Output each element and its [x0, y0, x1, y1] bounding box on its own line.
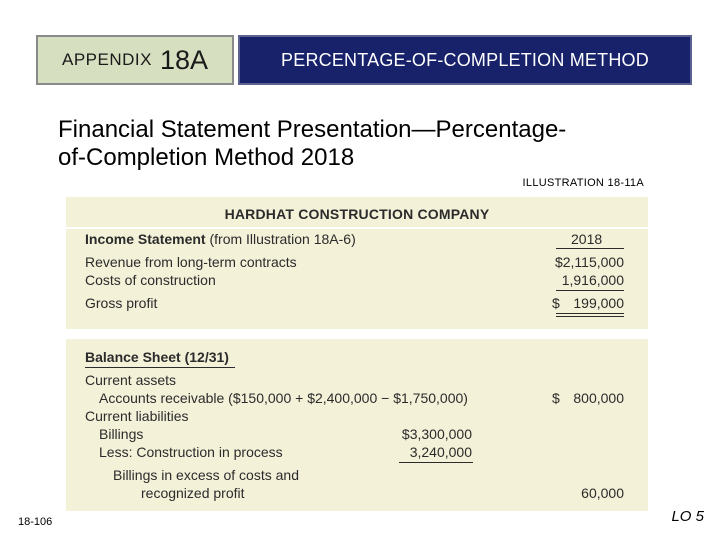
billings-label: Billings	[99, 426, 144, 442]
construction-underline	[399, 462, 473, 463]
learning-objective: LO 5	[671, 508, 704, 525]
accounts-receivable-label: Accounts receivable ($150,000 + $2,400,000 − $1,750,000)	[99, 390, 468, 406]
construction-in-process-label: Less: Construction in process	[99, 444, 283, 460]
income-statement-source: (from Illustration 18A-6)	[205, 231, 356, 247]
illustration-label: ILLUSTRATION 18-11A	[522, 177, 644, 189]
gross-profit-dollar: $	[552, 295, 560, 311]
income-statement-title: Income Statement	[85, 231, 206, 247]
balance-sheet-heading: Balance Sheet (12/31)	[85, 349, 229, 365]
year-underline	[556, 248, 624, 249]
gross-double-underline-1	[556, 313, 624, 314]
billings-excess-label-2: recognized profit	[141, 485, 245, 501]
costs-value: 1,916,000	[561, 272, 624, 288]
accounts-receivable-value: 800,000	[573, 390, 624, 406]
gross-profit-label: Gross profit	[85, 295, 158, 311]
billings-excess-value: 60,000	[581, 485, 624, 501]
gross-profit-value: 199,000	[573, 295, 624, 311]
revenue-label: Revenue from long-term contracts	[85, 254, 297, 270]
page-number: 18-106	[18, 516, 53, 528]
slide-title-line-2: of-Completion Method 2018	[58, 144, 355, 171]
financial-statement	[66, 197, 648, 511]
slide-title	[58, 116, 678, 172]
slide-title-line-1: Financial Statement Presentation—Percentage-	[58, 116, 567, 143]
billings-excess-label-1: Billings in excess of costs and	[113, 467, 299, 483]
appendix-tab	[36, 35, 234, 85]
costs-label: Costs of construction	[85, 272, 216, 288]
revenue-value: $2,115,000	[554, 254, 624, 270]
costs-underline	[556, 290, 624, 291]
billings-value: $3,300,000	[401, 426, 472, 442]
current-assets-label: Current assets	[85, 372, 177, 388]
header-rule	[66, 227, 648, 229]
balance-heading-underline	[85, 367, 235, 368]
section-divider	[66, 329, 648, 339]
current-liabilities-label: Current liabilities	[85, 408, 189, 424]
company-name: HARDHAT CONSTRUCTION COMPANY	[224, 206, 490, 222]
method-title-banner: PERCENTAGE-OF-COMPLETION METHOD	[238, 35, 692, 85]
construction-in-process-value: 3,240,000	[409, 444, 472, 460]
gross-double-underline-2	[556, 316, 624, 317]
appendix-word: APPENDIX	[61, 50, 152, 69]
accounts-receivable-dollar: $	[552, 390, 560, 406]
appendix-number: 18A	[159, 44, 209, 75]
income-statement-heading	[85, 231, 356, 247]
year-header: 2018	[571, 231, 603, 247]
